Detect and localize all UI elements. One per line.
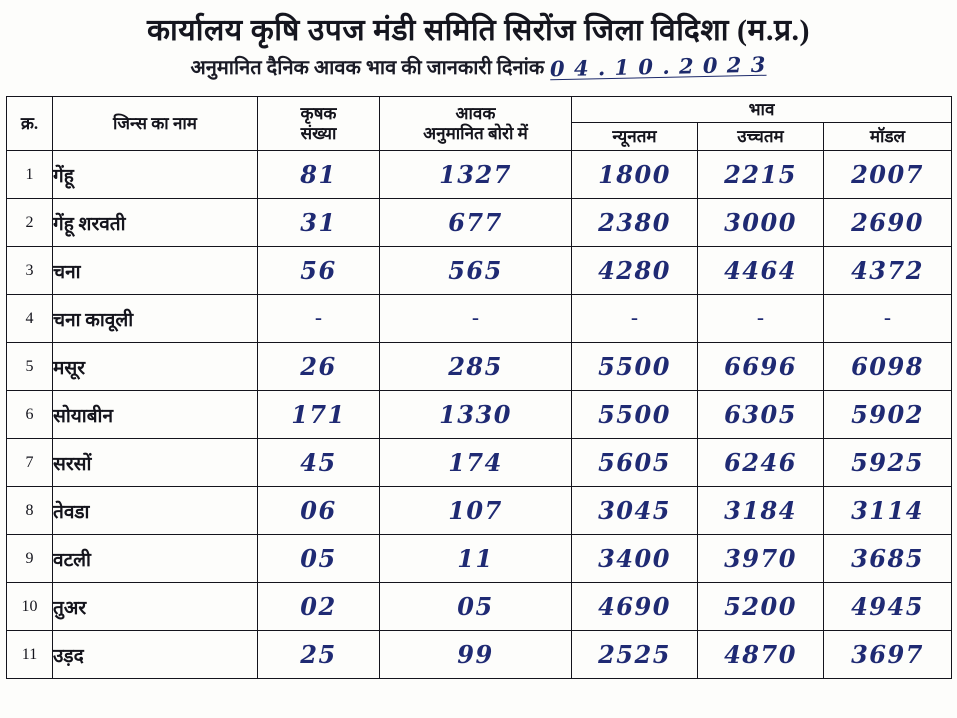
cell-sr: 1	[7, 151, 53, 199]
table-row	[7, 247, 952, 295]
cell-arrival: 107	[380, 487, 572, 535]
cell-max-rate: 4870	[698, 631, 824, 679]
col-header-arrival-line2: अनुमानित बोरो में	[423, 123, 528, 143]
cell-sr: 5	[7, 343, 53, 391]
cell-max-rate: 3184	[698, 487, 824, 535]
document-header	[0, 0, 957, 80]
cell-commodity-name: चना कावूली	[53, 295, 258, 343]
cell-modal-rate: 4372	[824, 247, 952, 295]
table-row	[7, 439, 952, 487]
cell-arrival: -	[380, 295, 572, 343]
cell-farmer-count: 171	[258, 391, 380, 439]
cell-max-rate: 3970	[698, 535, 824, 583]
cell-sr: 11	[7, 631, 53, 679]
cell-arrival: 99	[380, 631, 572, 679]
cell-modal-rate: 4945	[824, 583, 952, 631]
cell-commodity-name: उड़द	[53, 631, 258, 679]
col-header-farmer-count-line2: संख्या	[300, 123, 337, 143]
cell-modal-rate: 5925	[824, 439, 952, 487]
cell-arrival: 1330	[380, 391, 572, 439]
cell-commodity-name: तेवडा	[53, 487, 258, 535]
rates-table	[6, 96, 952, 679]
table-row	[7, 295, 952, 343]
cell-arrival: 05	[380, 583, 572, 631]
cell-min-rate: 4280	[572, 247, 698, 295]
table-row	[7, 487, 952, 535]
col-header-modal: मॉडल	[824, 123, 952, 151]
cell-min-rate: 3400	[572, 535, 698, 583]
table-row	[7, 391, 952, 439]
cell-commodity-name: सोयाबीन	[53, 391, 258, 439]
cell-commodity-name: तुअर	[53, 583, 258, 631]
cell-min-rate: 5500	[572, 343, 698, 391]
cell-max-rate: 6305	[698, 391, 824, 439]
cell-commodity-name: मसूर	[53, 343, 258, 391]
cell-max-rate: 4464	[698, 247, 824, 295]
cell-commodity-name: गेंहू	[53, 151, 258, 199]
cell-modal-rate: 6098	[824, 343, 952, 391]
cell-max-rate: 5200	[698, 583, 824, 631]
date-handwritten: 0 4 . 1 0 . 2 0 2 3	[549, 51, 767, 82]
rates-table-wrapper	[6, 96, 951, 679]
cell-sr: 3	[7, 247, 53, 295]
cell-commodity-name: सरसों	[53, 439, 258, 487]
cell-min-rate: 5500	[572, 391, 698, 439]
cell-farmer-count: -	[258, 295, 380, 343]
cell-modal-rate: 5902	[824, 391, 952, 439]
cell-modal-rate: 3697	[824, 631, 952, 679]
table-row	[7, 151, 952, 199]
table-row	[7, 583, 952, 631]
table-row	[7, 535, 952, 583]
cell-commodity-name: गेंहू शरवती	[53, 199, 258, 247]
cell-sr: 9	[7, 535, 53, 583]
cell-min-rate: 2525	[572, 631, 698, 679]
cell-arrival: 565	[380, 247, 572, 295]
cell-min-rate: 5605	[572, 439, 698, 487]
cell-commodity-name: चना	[53, 247, 258, 295]
cell-arrival: 1327	[380, 151, 572, 199]
col-header-min: न्यूनतम	[572, 123, 698, 151]
cell-modal-rate: 3114	[824, 487, 952, 535]
cell-farmer-count: 05	[258, 535, 380, 583]
cell-farmer-count: 02	[258, 583, 380, 631]
cell-min-rate: 2380	[572, 199, 698, 247]
cell-farmer-count: 31	[258, 199, 380, 247]
cell-max-rate: -	[698, 295, 824, 343]
col-header-farmer-count-line1: कृषक	[300, 103, 337, 123]
cell-farmer-count: 45	[258, 439, 380, 487]
cell-farmer-count: 81	[258, 151, 380, 199]
cell-max-rate: 6696	[698, 343, 824, 391]
cell-max-rate: 2215	[698, 151, 824, 199]
cell-sr: 10	[7, 583, 53, 631]
cell-sr: 7	[7, 439, 53, 487]
cell-farmer-count: 56	[258, 247, 380, 295]
cell-modal-rate: 3685	[824, 535, 952, 583]
cell-min-rate: 1800	[572, 151, 698, 199]
col-header-rate-group: भाव	[572, 97, 952, 123]
cell-max-rate: 6246	[698, 439, 824, 487]
cell-modal-rate: -	[824, 295, 952, 343]
cell-farmer-count: 25	[258, 631, 380, 679]
cell-modal-rate: 2690	[824, 199, 952, 247]
table-head	[7, 97, 952, 151]
cell-min-rate: -	[572, 295, 698, 343]
cell-min-rate: 4690	[572, 583, 698, 631]
cell-sr: 6	[7, 391, 53, 439]
cell-modal-rate: 2007	[824, 151, 952, 199]
table-body	[7, 151, 952, 679]
col-header-name: जिन्स का नाम	[53, 97, 258, 151]
cell-farmer-count: 06	[258, 487, 380, 535]
col-header-max: उच्चतम	[698, 123, 824, 151]
page-subtitle: अनुमानित दैनिक आवक भाव की जानकारी दिनांक	[190, 57, 545, 79]
cell-sr: 8	[7, 487, 53, 535]
cell-arrival: 11	[380, 535, 572, 583]
table-row	[7, 631, 952, 679]
subtitle-row	[0, 53, 957, 80]
cell-max-rate: 3000	[698, 199, 824, 247]
cell-sr: 4	[7, 295, 53, 343]
cell-sr: 2	[7, 199, 53, 247]
cell-farmer-count: 26	[258, 343, 380, 391]
cell-arrival: 677	[380, 199, 572, 247]
table-row	[7, 199, 952, 247]
col-header-arrival	[380, 97, 572, 151]
col-header-farmer-count	[258, 97, 380, 151]
cell-min-rate: 3045	[572, 487, 698, 535]
cell-arrival: 285	[380, 343, 572, 391]
col-header-arrival-line1: आवक	[455, 103, 496, 123]
table-row	[7, 343, 952, 391]
col-header-sr: क्र.	[7, 97, 53, 151]
page-title: कार्यालय कृषि उपज मंडी समिति सिरोंज जिला विदिशा (म.प्र.)	[146, 14, 811, 47]
cell-arrival: 174	[380, 439, 572, 487]
cell-commodity-name: वटली	[53, 535, 258, 583]
